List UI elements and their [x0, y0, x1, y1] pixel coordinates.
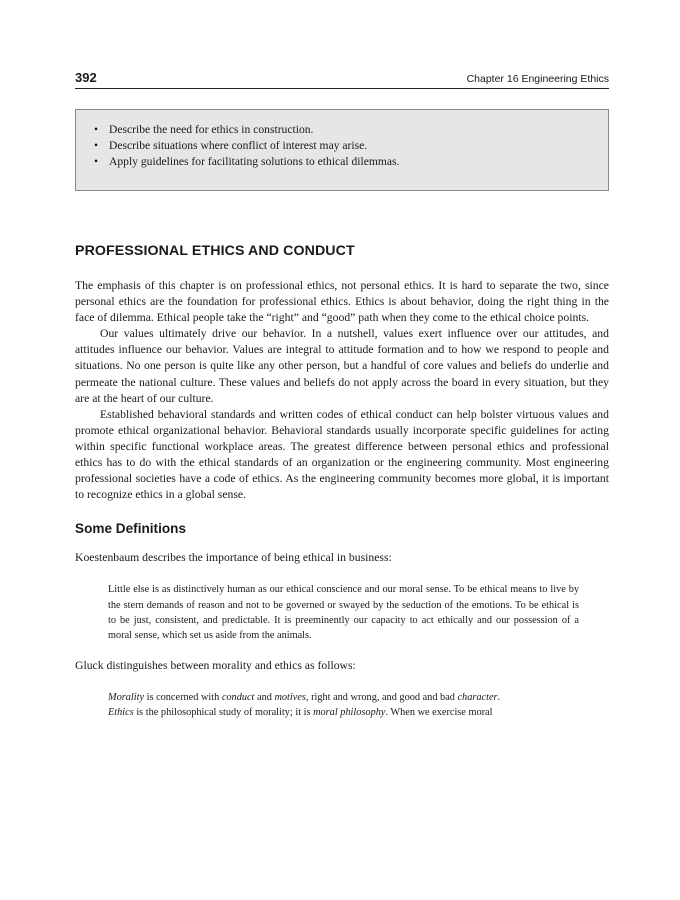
page-number: 392: [75, 70, 97, 85]
paragraph: Our values ultimately drive our behavior. In a nutshell, values exert influence over our attitudes, and attitudes influence our behavior. Values are integral to attitude formation and to how we respond to people and situations. No one person is quite like any other person, but a handful of core values and beliefs do underlie and permeate the national culture. These values and beliefs do not apply across the board in every situation, but they are at the heart of our culture.: [75, 327, 609, 405]
paragraph: The emphasis of this chapter is on professional ethics, not personal ethics. It is hard to separate the two, since personal ethics are the foundation for professional ethics. Ethics is about behavior, doing the right thing in the face of dilemma. Ethical people take the “right” and “good” path when they come to the ethical choice points.: [75, 279, 609, 325]
koestenbaum-intro: Koestenbaum describes the importance of being ethical in business:: [75, 551, 392, 565]
bullet-icon: •: [94, 123, 99, 136]
objective-item: • Describe the need for ethics in construction.: [94, 123, 314, 136]
bullet-icon: •: [94, 139, 99, 152]
objective-item: • Apply guidelines for facilitating solutions to ethical dilemmas.: [94, 155, 400, 168]
section-heading: PROFESSIONAL ETHICS AND CONDUCT: [75, 243, 355, 259]
gluck-intro: Gluck distinguishes between morality and ethics as follows:: [75, 658, 356, 672]
objective-item: • Describe situations where conflict of interest may arise.: [94, 139, 368, 152]
section-body: [75, 278, 609, 503]
subsection-heading: Some Definitions: [75, 521, 187, 537]
gluck-quote-line-1: Morality is concerned with conduct and motives, right and wrong, and good and bad character.: [108, 691, 501, 703]
gluck-quote: [108, 690, 579, 720]
chapter-title: Chapter 16 Engineering Ethics: [466, 73, 609, 85]
koestenbaum-quote: Little else is as distinctively human as our ethical conscience and our moral sense. To be ethical means to live by the stern demands of reason and not to be governed or swayed by the seduction of the emotions. To be ethical is to be just, consistent, and predictable. It is preeminently our capacity to act ethically and our possession of a moral sense, which set us aside from the animals.: [108, 584, 579, 641]
running-head: [75, 70, 609, 89]
book-page: [75, 70, 609, 720]
gluck-quote-line-2: Ethics is the philosophical study of morality; it is moral philosophy. When we exercise moral: [108, 706, 493, 718]
paragraph: Established behavioral standards and written codes of ethical conduct can help bolster virtuous values and promote ethical organizational behavior. Behavioral standards usually incorporate specific guidelines for acting within specific functional workplace areas. The greatest difference between personal ethics and professional ethics has to do with the ethical standards of an organization or the engineering community. Most engineering professional societies have a code of ethics. As the engineering community becomes more global, it is important to recognize ethics in a global sense.: [75, 407, 609, 502]
objectives-list: [93, 122, 608, 170]
bullet-icon: •: [94, 155, 99, 168]
objectives-box: [75, 109, 609, 191]
